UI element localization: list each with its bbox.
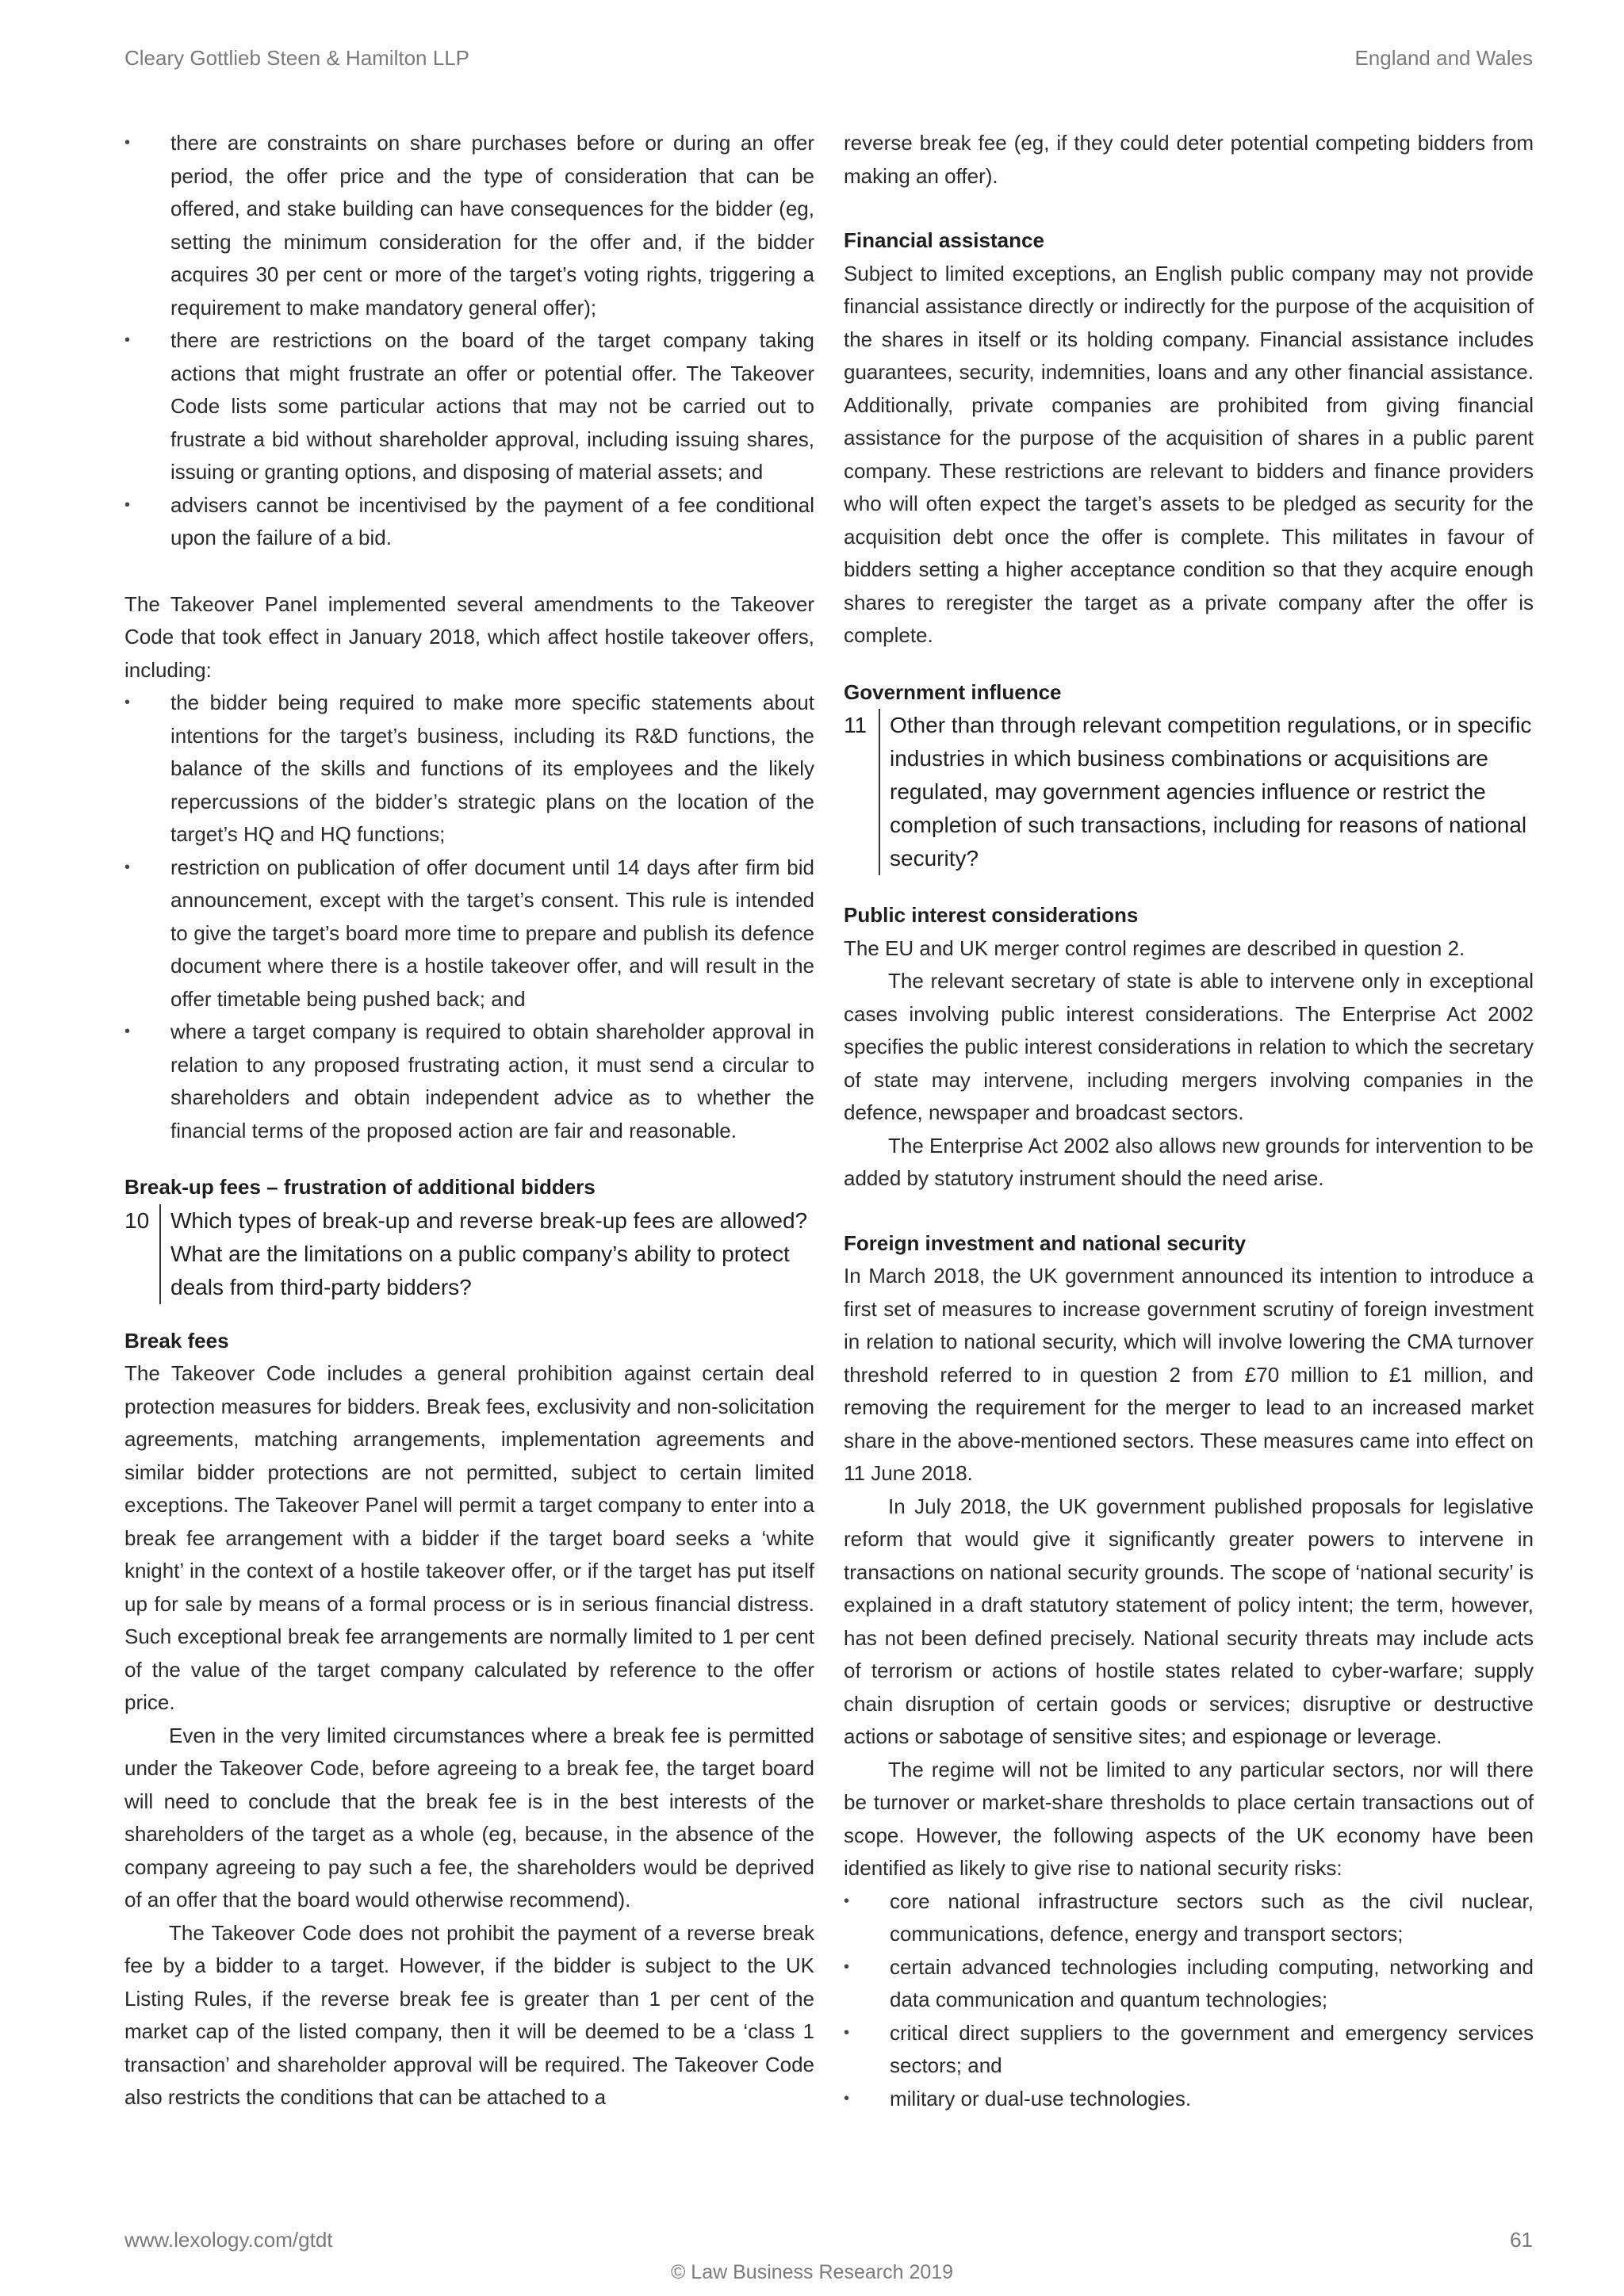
- question-text: Which types of break-up and reverse break-up fees are allowed? What are the limitations on a public company’s ability to protect deals from third-party bidders?: [159, 1204, 814, 1304]
- question-number: 11: [844, 713, 868, 737]
- paragraph-amendments: The Takeover Panel implemented several amendments to the Takeover Code that took effect in January 2018, which affect hostile takeover offers, including:: [124, 591, 814, 682]
- list-item: • critical direct suppliers to the government and emergency services sectors; and: [844, 2017, 1534, 2083]
- footer-url: www.lexology.com/gtdt: [124, 2228, 333, 2252]
- paragraph-continued: reverse break fee (eg, if they could deter potential competing bidders from making an offer).: [844, 131, 1534, 188]
- paragraph-public-interest-2: The relevant secretary of state is able to intervene only in exceptional cases involving public interest considerations. The Enterprise Act 2002 specifies the public interest considerations in relation to which the secretary of state may intervene, including mergers involving companies in the defence, newspaper and broadcast sectors.: [844, 969, 1534, 1124]
- paragraph-financial-assistance: Subject to limited exceptions, an English public company may not provide financial assistance directly or indirectly for the purpose of the acquisition of the shares in itself or its holding company. Financial assistance includes guarantees, security, indemnities, loans and any other financial assistance. Additionally, private companies are prohibited from giving financial assistance for the purpose of the acquisition of shares in a public parent company. These restrictions are relevant to bidders and finance providers who will often expect the target’s assets to be pledged as security for the acquisition debt once the offer is complete. This militates in favour of bidders setting a higher acceptance condition so that they acquire enough shares to reregister the target as a private company after the offer is complete.: [844, 261, 1534, 647]
- question-number: 10: [124, 1207, 150, 1233]
- section-heading-public-interest: Public interest considerations: [844, 903, 1139, 927]
- left-column: [124, 127, 814, 2114]
- list-item: • restriction on publication of offer document until 14 days after firm bid announcement, except with the target’s consent. This rule is intended to give the target’s board more time to prepare and publish its defence document where there is a hostile takeover offer, and will result in the offer timetable being pushed back; and: [124, 851, 814, 1016]
- section-heading-government-influence: Government influence: [844, 679, 1062, 704]
- bullet-list-amendments: [124, 687, 814, 1147]
- copyright-notice: © Law Business Research 2019: [670, 2261, 954, 2283]
- list-item: • advisers cannot be incentivised by the payment of a fee conditional upon the failure of a bid.: [124, 489, 814, 555]
- list-item: • there are restrictions on the board of the target company taking actions that might frustrate an offer or potential offer. The Takeover Code lists some particular actions that may not be carried out to frustrate a bid without shareholder approval, including issuing shares, issuing or granting options, and disposing of material assets; and: [124, 324, 814, 489]
- section-heading-foreign-investment: Foreign investment and national security: [844, 1230, 1247, 1255]
- bullet-list-constraints: [124, 127, 814, 555]
- section-heading-break-up-fees: Break-up fees – frustration of additional bidders: [124, 1175, 596, 1199]
- paragraph-break-fees-3: The Takeover Code does not prohibit the payment of a reverse break fee by a bidder to a target. However, if the bidder is subject to the UK Listing Rules, if the reverse break fee is greater than 1 per cent of the market cap of the listed company, then it will be deemed to be a ‘class 1 transaction’ and shareholder approval will be required. The Takeover Code also restricts the conditions that can be attached to a: [124, 1920, 814, 2109]
- section-heading-financial-assistance: Financial assistance: [844, 228, 1044, 252]
- paragraph-break-fees-1: The Takeover Code includes a general prohibition against certain deal protection measures for bidders. Break fees, exclusivity and non-solicitation agreements, matching arrangements, implementation agreements and similar bidder protections are not permitted, subject to certain limited exceptions. The Takeover Panel will permit a target company to enter into a break fee arrangement with a bidder if the target board seeks a ‘white knight’ in the context of a hostile takeover offer, or if the target has put itself up for sale by means of a formal process or is in serious financial distress. Such exceptional break fee arrangements are normally limited to 1 per cent of the value of the target company calculated by reference to the offer price.: [124, 1361, 814, 1714]
- list-item: • there are constraints on share purchases before or during an offer period, the offer price and the type of consideration that can be offered, and stake building can have consequences for the bidder (eg, setting the minimum consideration for the offer and, if the bidder acquires 30 per cent or more of the target’s voting rights, triggering a requirement to make mandatory general offer);: [124, 127, 814, 324]
- running-header-jurisdiction: England and Wales: [1354, 46, 1533, 70]
- page-number: 61: [1510, 2228, 1533, 2252]
- list-item: • certain advanced technologies including computing, networking and data communication and quantum technologies;: [844, 1951, 1534, 2017]
- list-item: • the bidder being required to make more specific statements about intentions for the target’s business, including its R&D functions, the balance of the skills and functions of its employees and the likely repercussions of the bidder’s strategic plans on the location of the target’s HQ and HQ functions;: [124, 687, 814, 851]
- section-heading-break-fees: Break fees: [124, 1328, 229, 1353]
- paragraph-foreign-investment-1: In March 2018, the UK government announced its intention to introduce a first set of measures to increase government scrutiny of foreign investment in relation to national security, which will involve lowering the CMA turnover threshold referred to in question 2 from £70 million to £1 million, and removing the requirement for the merger to lead to an increased market share in the above-mentioned sectors. These measures came into effect on 11 June 2018.: [844, 1264, 1534, 1485]
- paragraph-public-interest-1: The EU and UK merger control regimes are described in question 2.: [844, 936, 1465, 960]
- paragraph-foreign-investment-2: In July 2018, the UK government published proposals for legislative reform that would give it significantly greater powers to intervene in transactions on national security grounds. The scope of ‘national security’ is explained in a draft statutory statement of policy intent; the term, however, has not been defined precisely. National security threats may include acts of terrorism or actions of hostile states related to cyber-warfare; supply chain disruption of certain goods or services; disruptive or destructive actions or sabotage of sensitive sites; and espionage or leverage.: [844, 1494, 1534, 1748]
- list-item: • core national infrastructure sectors such as the civil nuclear, communications, defence, energy and transport sectors;: [844, 1885, 1534, 1951]
- paragraph-foreign-investment-3: The regime will not be limited to any particular sectors, nor will there be turnover or market-share thresholds to place certain transactions out of scope. However, the following aspects of the UK economy have been identified as likely to give rise to national security risks:: [844, 1757, 1534, 1880]
- question-11: [844, 709, 1534, 875]
- bullet-list-national-security: [844, 1885, 1534, 2116]
- list-item: • military or dual-use technologies.: [844, 2083, 1534, 2116]
- running-header-firm: Cleary Gottlieb Steen & Hamilton LLP: [124, 46, 469, 70]
- question-10: [124, 1204, 814, 1304]
- question-text: Other than through relevant competition regulations, or in specific industries in which business combinations or acquisitions are regulated, may government agencies influence or restrict the completion of such transactions, including for reasons of national security?: [879, 709, 1534, 875]
- right-column: [844, 127, 1534, 2115]
- list-item: • where a target company is required to obtain shareholder approval in relation to any proposed frustrating action, it must send a circular to shareholders and obtain independent advice as to whether the financial terms of the proposed action are fair and reasonable.: [124, 1016, 814, 1147]
- paragraph-break-fees-2: Even in the very limited circumstances where a break fee is permitted under the Takeover Code, before agreeing to a break fee, the target board will need to conclude that the break fee is in the best interests of the shareholders of the target as a whole (eg, because, in the absence of the company agreeing to pay such a fee, the shareholders would be deprived of an offer that the board would otherwise recommend).: [124, 1723, 814, 1911]
- paragraph-public-interest-3: The Enterprise Act 2002 also allows new grounds for intervention to be added by statutory instrument should the need arise.: [844, 1133, 1534, 1190]
